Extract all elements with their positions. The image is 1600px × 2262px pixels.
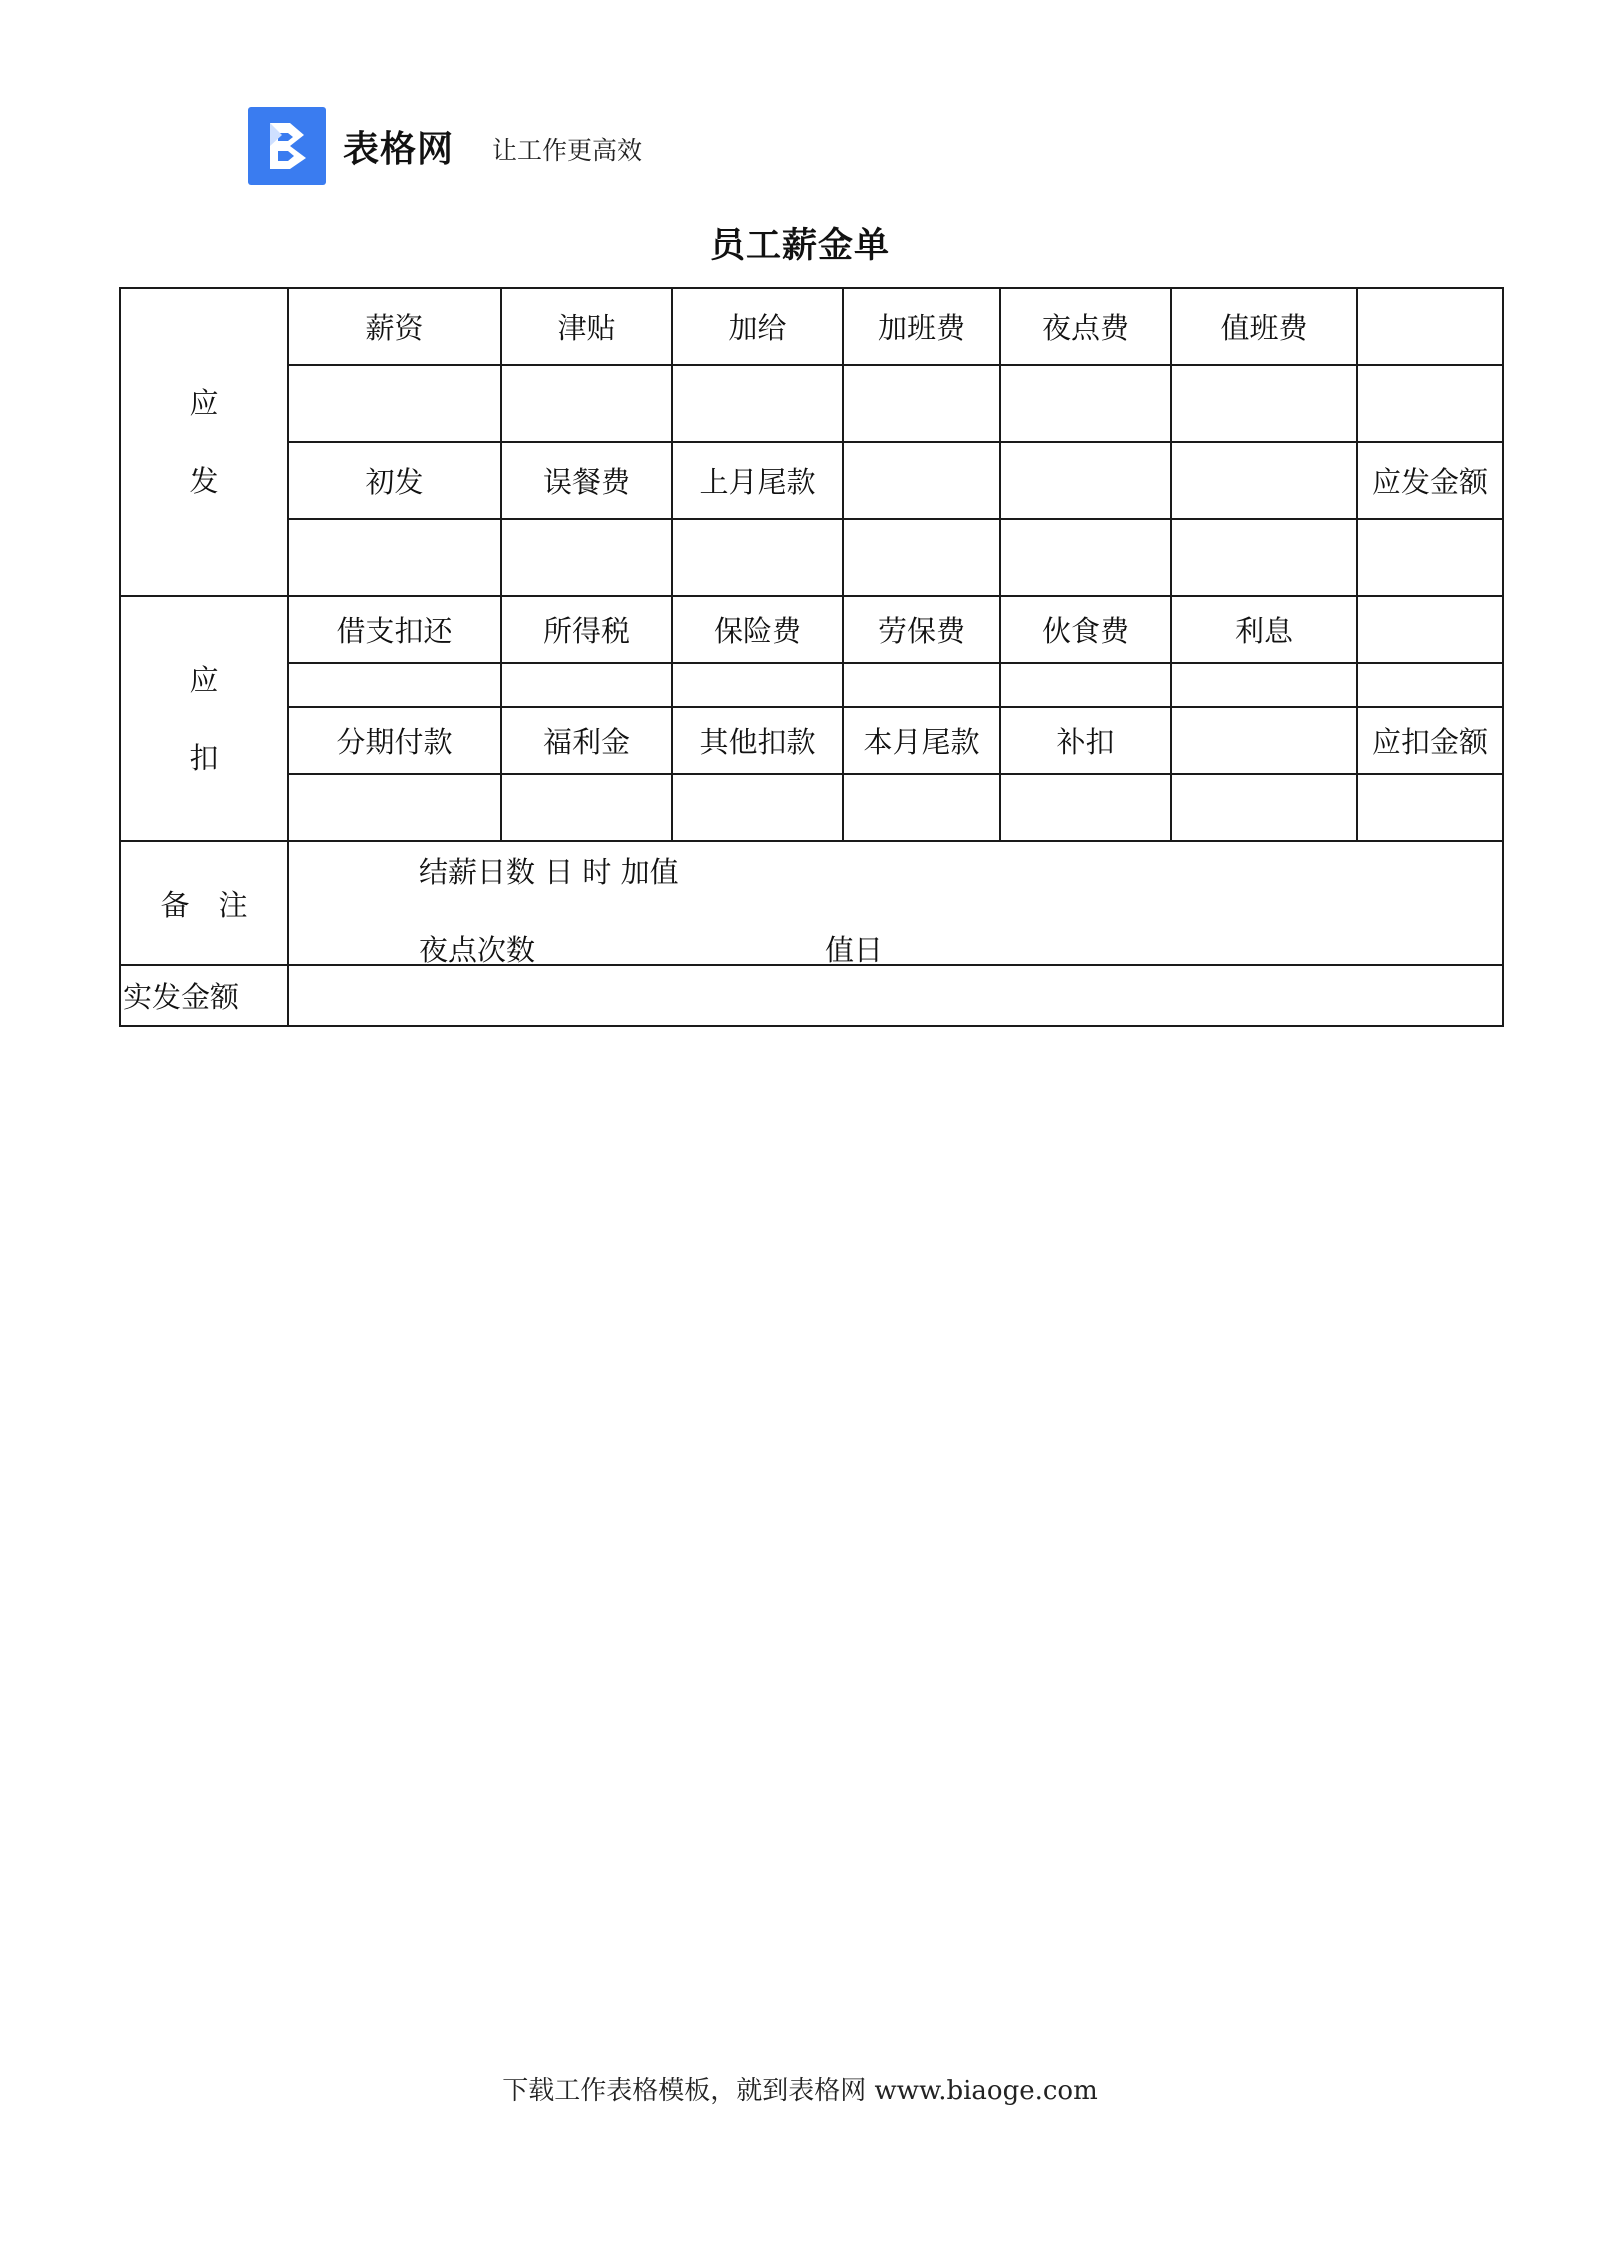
- deductions-value-cell[interactable]: [1357, 663, 1503, 707]
- deductions-label-char-2: 扣: [189, 740, 219, 775]
- brand-slogan: 让工作更高效: [492, 136, 643, 165]
- earnings-value-cell[interactable]: [672, 519, 843, 596]
- deductions-header-cell: 补扣: [1000, 707, 1171, 774]
- earnings-value-cell[interactable]: [843, 365, 1000, 442]
- deductions-value-cell[interactable]: [672, 774, 843, 841]
- earnings-header-cell: 津贴: [501, 288, 672, 365]
- net-pay-value-cell[interactable]: [288, 965, 1503, 1026]
- deductions-header-cell: [1357, 596, 1503, 663]
- remarks-label: 备 注: [120, 841, 288, 965]
- brand-name: 表格网: [343, 128, 455, 170]
- site-header: [248, 107, 642, 185]
- earnings-header-cell: 加给: [672, 288, 843, 365]
- earnings-header-cell: 初发: [288, 442, 501, 519]
- deductions-value-cell[interactable]: [843, 774, 1000, 841]
- earnings-header-cell: [843, 442, 1000, 519]
- deductions-header-cell: 伙食费: [1000, 596, 1171, 663]
- deductions-value-cell[interactable]: [1171, 774, 1357, 841]
- earnings-header-cell: 夜点费: [1000, 288, 1171, 365]
- deductions-value-cell[interactable]: [1000, 774, 1171, 841]
- remarks-line-night: [419, 928, 883, 965]
- net-pay-label: 实发金额: [120, 965, 288, 1026]
- remarks-night-count-label: 夜点次数: [419, 933, 536, 965]
- deductions-value-cell[interactable]: [288, 774, 501, 841]
- deductions-value-cell[interactable]: [843, 663, 1000, 707]
- remarks-duty-label: 值日: [825, 933, 884, 965]
- earnings-header-cell: [1357, 288, 1503, 365]
- deductions-header-cell: 福利金: [501, 707, 672, 774]
- earnings-value-cell[interactable]: [672, 365, 843, 442]
- remarks-cell[interactable]: [288, 841, 1503, 965]
- earnings-header-cell: 值班费: [1171, 288, 1357, 365]
- earnings-header-cell: 薪资: [288, 288, 501, 365]
- earnings-header-cell: 误餐费: [501, 442, 672, 519]
- page-footer: 下载工作表格模板，就到表格网 www.biaoge.com: [502, 2076, 1098, 2106]
- deductions-header-cell: 本月尾款: [843, 707, 1000, 774]
- remarks-line-workdays: 结薪日数 日 时 加值: [419, 855, 679, 889]
- earnings-header-cell: [1171, 442, 1357, 519]
- earnings-value-cell[interactable]: [1357, 365, 1503, 442]
- deductions-value-cell[interactable]: [501, 774, 672, 841]
- earnings-value-cell[interactable]: [501, 519, 672, 596]
- deductions-header-cell: 借支扣还: [288, 596, 501, 663]
- earnings-header-cell: 加班费: [843, 288, 1000, 365]
- earnings-label-char-2: 发: [189, 464, 219, 498]
- payslip-table: [119, 287, 1504, 1027]
- deductions-header-cell: 劳保费: [843, 596, 1000, 663]
- earnings-value-cell[interactable]: [1171, 365, 1357, 442]
- biaoge-logo-icon: [248, 107, 326, 185]
- total-deductions-value-cell[interactable]: [1357, 774, 1503, 841]
- earnings-value-cell[interactable]: [1000, 365, 1171, 442]
- gross-pay-value-cell[interactable]: [1357, 519, 1503, 596]
- deductions-header-cell: 利息: [1171, 596, 1357, 663]
- deductions-value-cell[interactable]: [1000, 663, 1171, 707]
- earnings-value-cell[interactable]: [288, 519, 501, 596]
- deductions-value-cell[interactable]: [501, 663, 672, 707]
- page-title: 员工薪金单: [709, 226, 890, 266]
- gross-pay-label: 应发金额: [1357, 442, 1503, 519]
- deductions-section-label: [120, 596, 288, 841]
- deductions-header-cell: 分期付款: [288, 707, 501, 774]
- earnings-section-label: [120, 288, 288, 596]
- deductions-label-char-1: 应: [189, 662, 219, 697]
- deductions-header-cell: [1171, 707, 1357, 774]
- deductions-value-cell[interactable]: [672, 663, 843, 707]
- deductions-value-cell[interactable]: [1171, 663, 1357, 707]
- earnings-value-cell[interactable]: [501, 365, 672, 442]
- earnings-label-char-1: 应: [189, 386, 219, 420]
- earnings-value-cell[interactable]: [1000, 519, 1171, 596]
- deductions-header-cell: 所得税: [501, 596, 672, 663]
- deductions-header-cell: 保险费: [672, 596, 843, 663]
- total-deductions-label: 应扣金额: [1357, 707, 1503, 774]
- deductions-header-cell: 其他扣款: [672, 707, 843, 774]
- earnings-header-cell: 上月尾款: [672, 442, 843, 519]
- earnings-value-cell[interactable]: [843, 519, 1000, 596]
- earnings-value-cell[interactable]: [288, 365, 501, 442]
- deductions-value-cell[interactable]: [288, 663, 501, 707]
- earnings-value-cell[interactable]: [1171, 519, 1357, 596]
- earnings-header-cell: [1000, 442, 1171, 519]
